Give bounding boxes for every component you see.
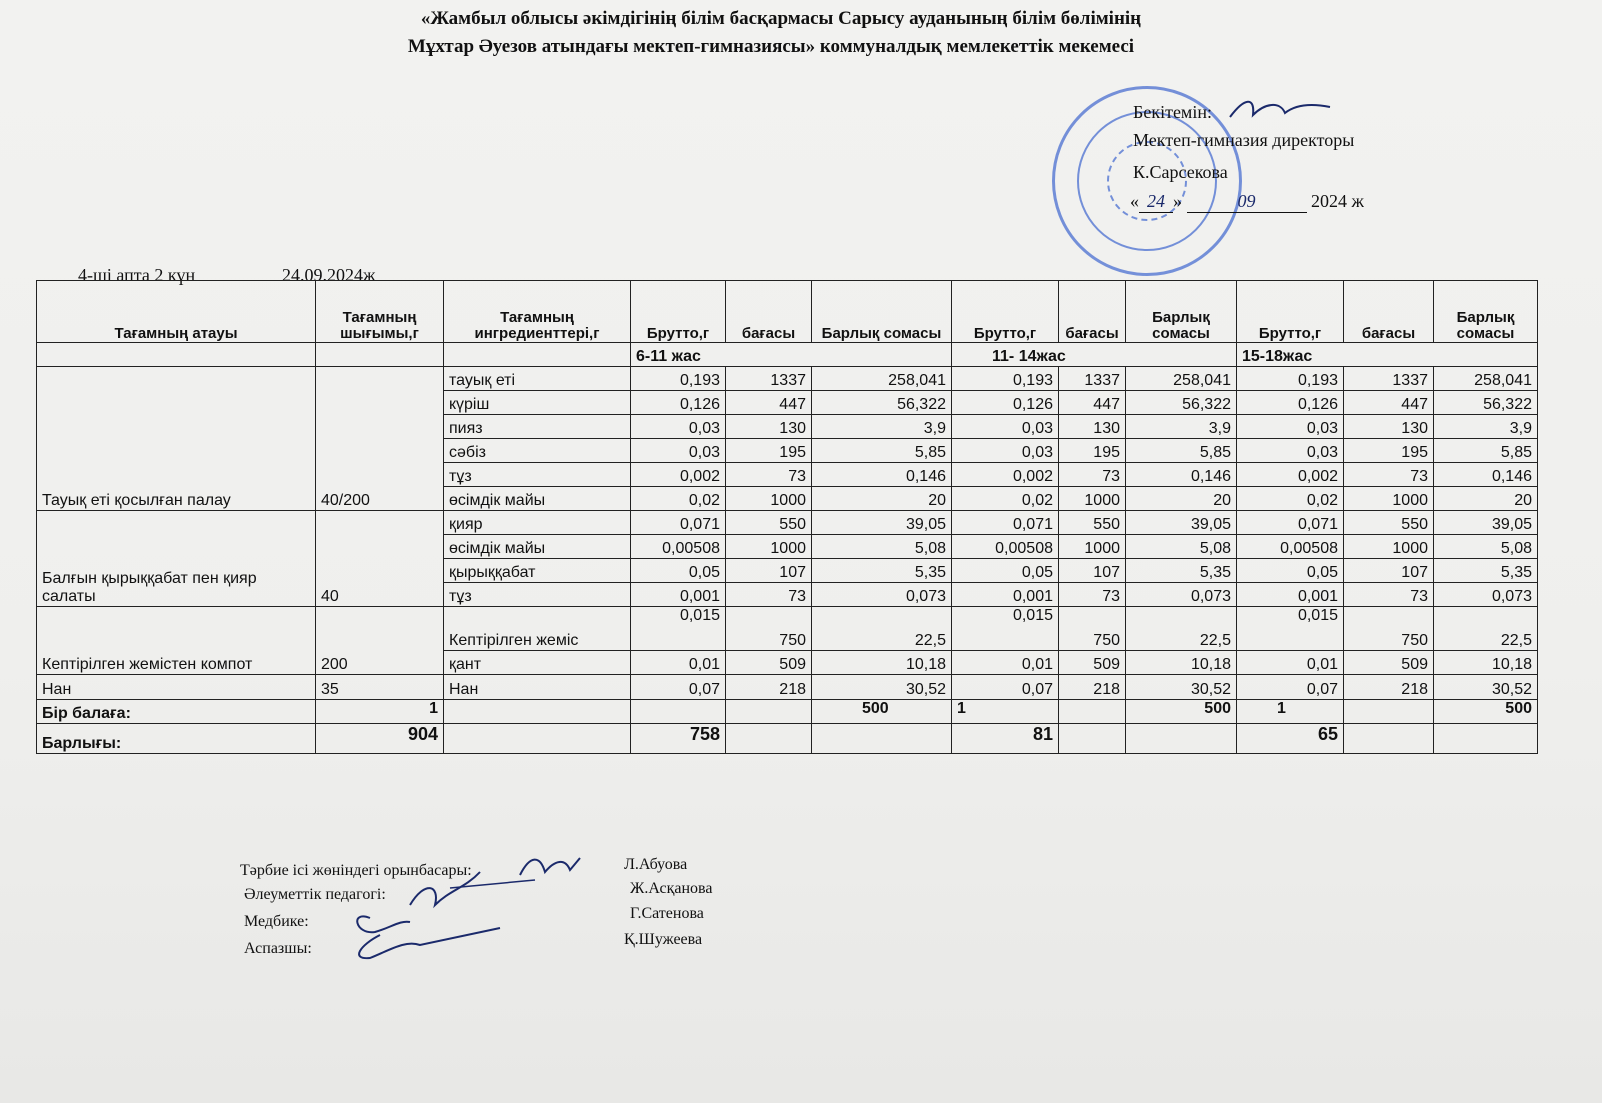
signatory-role: Тәрбие ісі жөніндегі орынбасары:: [240, 862, 472, 879]
col-total-3: Барлық сомасы: [1434, 281, 1538, 343]
week-day-label: 4-ші апта 2 күн: [78, 265, 196, 285]
menu-table: [36, 280, 1538, 754]
price: 550: [1059, 511, 1126, 535]
brutto: 0,071: [631, 511, 726, 535]
brutto: 0,05: [631, 559, 726, 583]
approval-day: 24: [1139, 191, 1173, 213]
signatory-role: Медбике:: [244, 913, 309, 930]
total: 3,9: [1434, 415, 1538, 439]
extra-500-b: 500: [1126, 700, 1237, 724]
price: 195: [1059, 439, 1126, 463]
ingredient: қырыққабат: [444, 559, 631, 583]
brutto: 0,00508: [952, 535, 1059, 559]
brutto: 0,071: [952, 511, 1059, 535]
dish-name: Балғын қырыққабат пен қияр салаты: [37, 511, 316, 607]
ingredient: өсімдік майы: [444, 487, 631, 511]
total-g2: 758: [631, 724, 726, 754]
age-group-3: 15-18жас: [1237, 343, 1538, 367]
total: 258,041: [1126, 367, 1237, 391]
age-group-2: 11- 14жас: [952, 343, 1237, 367]
dish-yield: 40/200: [316, 367, 444, 511]
price: 73: [1059, 463, 1126, 487]
total: 39,05: [1434, 511, 1538, 535]
brutto: 0,02: [1237, 487, 1344, 511]
approval-date: [1130, 191, 1364, 213]
total: 5,08: [1126, 535, 1237, 559]
total: 0,073: [1126, 583, 1237, 607]
brutto: 0,03: [1237, 415, 1344, 439]
price: 195: [726, 439, 812, 463]
price: 1000: [1059, 535, 1126, 559]
table-row: [37, 511, 1538, 535]
signatory-name: Г.Сатенова: [630, 905, 704, 922]
brutto: 0,01: [1237, 651, 1344, 675]
bread-row: [37, 675, 1538, 700]
total: 39,05: [1126, 511, 1237, 535]
total: 5,35: [1126, 559, 1237, 583]
dish-yield: 40: [316, 511, 444, 607]
col-ingredients: Тағамның ингредиенттері,г: [444, 281, 631, 343]
extra-500-c: 500: [1434, 700, 1538, 724]
ingredient: сәбіз: [444, 439, 631, 463]
ingredient: күріш: [444, 391, 631, 415]
col-total-1: Барлық сомасы: [812, 281, 952, 343]
total: 22,5: [1434, 607, 1538, 651]
ingredient: қант: [444, 651, 631, 675]
total: 22,5: [1126, 607, 1237, 651]
per-child-row: [37, 700, 1538, 724]
price: 1000: [726, 535, 812, 559]
total: 30,52: [812, 675, 952, 700]
price: 550: [1344, 511, 1434, 535]
ingredient: пияз: [444, 415, 631, 439]
price: 1000: [1344, 535, 1434, 559]
brutto: 0,193: [1237, 367, 1344, 391]
col-total-2: Барлық сомасы: [1126, 281, 1237, 343]
total: 0,146: [812, 463, 952, 487]
col-dish: Тағамның атауы: [37, 281, 316, 343]
ingredient: Кептірілген жеміс: [444, 607, 631, 651]
brutto: 0,002: [1237, 463, 1344, 487]
price: 73: [726, 583, 812, 607]
price: 218: [726, 675, 812, 700]
brutto: 0,126: [1237, 391, 1344, 415]
brutto: 0,03: [952, 439, 1059, 463]
brutto: 0,07: [631, 675, 726, 700]
brutto: 0,02: [952, 487, 1059, 511]
brutto: 0,002: [952, 463, 1059, 487]
price: 1000: [726, 487, 812, 511]
director-position: Мектеп-гимназия директоры: [1133, 130, 1355, 150]
date-close-quote: »: [1173, 191, 1182, 211]
total: 3,9: [812, 415, 952, 439]
total: 30,52: [1434, 675, 1538, 700]
total: 10,18: [1126, 651, 1237, 675]
brutto: 0,00508: [631, 535, 726, 559]
brutto: 0,03: [631, 439, 726, 463]
extra-500-a: 500: [812, 700, 952, 724]
price: 447: [1344, 391, 1434, 415]
footer-signatures-icon: [330, 850, 600, 970]
price: 750: [1059, 607, 1126, 651]
price: 509: [1344, 651, 1434, 675]
director-signature-icon: [1225, 95, 1335, 125]
brutto: 0,05: [1237, 559, 1344, 583]
price: 447: [1059, 391, 1126, 415]
per-child-label: Бір балаға:: [37, 700, 316, 724]
dish-name: Тауық еті қосылған палау: [37, 367, 316, 511]
brutto: 0,01: [952, 651, 1059, 675]
dish-name: Кептірілген жемістен компот: [37, 607, 316, 675]
brutto: 0,015: [952, 607, 1059, 651]
price: 107: [726, 559, 812, 583]
price: 509: [1059, 651, 1126, 675]
brutto: 0,001: [1237, 583, 1344, 607]
col-yield: Тағамның шығымы,г: [316, 281, 444, 343]
institution-title-line-2: Мұхтар Әуезов атындағы мектеп-гимназиясы» коммуналдық мемлекеттік мекемесі: [407, 36, 1135, 57]
total: 56,322: [1126, 391, 1237, 415]
approval-month: 09: [1187, 191, 1307, 213]
ingredient: тұз: [444, 583, 631, 607]
price: 130: [1059, 415, 1126, 439]
brutto: 0,002: [631, 463, 726, 487]
total: 20: [812, 487, 952, 511]
dish-name: Нан: [37, 675, 316, 700]
price: 73: [726, 463, 812, 487]
brutto: 0,015: [1237, 607, 1344, 651]
col-price-1: бағасы: [726, 281, 812, 343]
ingredient: Нан: [444, 675, 631, 700]
extra-1-b: 1: [1237, 700, 1344, 724]
price: 1337: [1059, 367, 1126, 391]
age-group-1: 6-11 жас: [631, 343, 952, 367]
total: 0,146: [1126, 463, 1237, 487]
total: 30,52: [1126, 675, 1237, 700]
brutto: 0,03: [952, 415, 1059, 439]
price: 1000: [1344, 487, 1434, 511]
signatory-role: Аспазшы:: [244, 940, 312, 957]
total: 5,85: [1126, 439, 1237, 463]
ingredient: қияр: [444, 511, 631, 535]
table-row: [37, 607, 1538, 651]
brutto: 0,071: [1237, 511, 1344, 535]
brutto: 0,02: [631, 487, 726, 511]
price: 447: [726, 391, 812, 415]
price: 509: [726, 651, 812, 675]
price: 218: [1344, 675, 1434, 700]
brutto: 0,126: [631, 391, 726, 415]
signatory-name: Қ.Шужеева: [624, 931, 703, 948]
brutto: 0,07: [952, 675, 1059, 700]
ingredient: тұз: [444, 463, 631, 487]
totals-row: [37, 724, 1538, 754]
signatory-name: Ж.Асқанова: [630, 880, 713, 897]
total: 10,18: [1434, 651, 1538, 675]
total: 258,041: [812, 367, 952, 391]
brutto: 0,03: [1237, 439, 1344, 463]
price: 107: [1059, 559, 1126, 583]
total: 10,18: [812, 651, 952, 675]
total: 5,35: [812, 559, 952, 583]
price: 750: [1344, 607, 1434, 651]
price: 1337: [1344, 367, 1434, 391]
dish-yield: 200: [316, 607, 444, 675]
total: 0,146: [1434, 463, 1538, 487]
price: 130: [1344, 415, 1434, 439]
total: 0,073: [812, 583, 952, 607]
brutto: 0,015: [631, 607, 726, 651]
price: 195: [1344, 439, 1434, 463]
col-brutto-3: Брутто,г: [1237, 281, 1344, 343]
total: 39,05: [812, 511, 952, 535]
total: 56,322: [812, 391, 952, 415]
approval-year: 2024 ж: [1311, 191, 1364, 211]
price: 218: [1059, 675, 1126, 700]
col-price-2: бағасы: [1059, 281, 1126, 343]
price: 1000: [1059, 487, 1126, 511]
dish-yield: 35: [316, 675, 444, 700]
total-g4: 65: [1237, 724, 1344, 754]
brutto: 0,193: [952, 367, 1059, 391]
brutto: 0,01: [631, 651, 726, 675]
total: 20: [1434, 487, 1538, 511]
brutto: 0,00508: [1237, 535, 1344, 559]
price: 73: [1059, 583, 1126, 607]
per-child-value: 1: [316, 700, 444, 724]
approved-label: Бекітемін:: [1133, 102, 1212, 122]
ingredient: өсімдік майы: [444, 535, 631, 559]
ingredient: тауық еті: [444, 367, 631, 391]
brutto: 0,05: [952, 559, 1059, 583]
signatory-name: Л.Абуова: [624, 856, 688, 873]
col-brutto-1: Брутто,г: [631, 281, 726, 343]
table-row: [37, 367, 1538, 391]
price: 73: [1344, 583, 1434, 607]
brutto: 0,07: [1237, 675, 1344, 700]
total-g3: 81: [952, 724, 1059, 754]
price: 130: [726, 415, 812, 439]
total: 258,041: [1434, 367, 1538, 391]
total: 5,35: [1434, 559, 1538, 583]
total: 5,08: [1434, 535, 1538, 559]
total: 3,9: [1126, 415, 1237, 439]
total-g1: 904: [316, 724, 444, 754]
institution-title-line-1: «Жамбыл облысы әкімдігінің білім басқармасы Сарысу ауданының білім бөлімінің: [420, 8, 1142, 29]
brutto: 0,193: [631, 367, 726, 391]
table-header-row: [37, 281, 1538, 343]
total: 5,85: [1434, 439, 1538, 463]
total: 22,5: [812, 607, 952, 651]
total: 20: [1126, 487, 1237, 511]
total: 56,322: [1434, 391, 1538, 415]
col-brutto-2: Брутто,г: [952, 281, 1059, 343]
brutto: 0,03: [631, 415, 726, 439]
brutto: 0,001: [631, 583, 726, 607]
extra-1-a: 1: [952, 700, 1059, 724]
age-group-row: [37, 343, 1538, 367]
price: 1337: [726, 367, 812, 391]
price: 107: [1344, 559, 1434, 583]
brutto: 0,126: [952, 391, 1059, 415]
total: 0,073: [1434, 583, 1538, 607]
price: 750: [726, 607, 812, 651]
date-open-quote: «: [1130, 191, 1139, 211]
signatory-role: Әлеуметтік педагогі:: [244, 886, 386, 903]
col-price-3: бағасы: [1344, 281, 1434, 343]
director-name: К.Сарсекова: [1133, 162, 1228, 182]
totals-label: Барлығы:: [37, 724, 316, 754]
total: 5,85: [812, 439, 952, 463]
total: 5,08: [812, 535, 952, 559]
brutto: 0,001: [952, 583, 1059, 607]
menu-date: 24.09.2024ж: [282, 265, 376, 285]
price: 73: [1344, 463, 1434, 487]
price: 550: [726, 511, 812, 535]
